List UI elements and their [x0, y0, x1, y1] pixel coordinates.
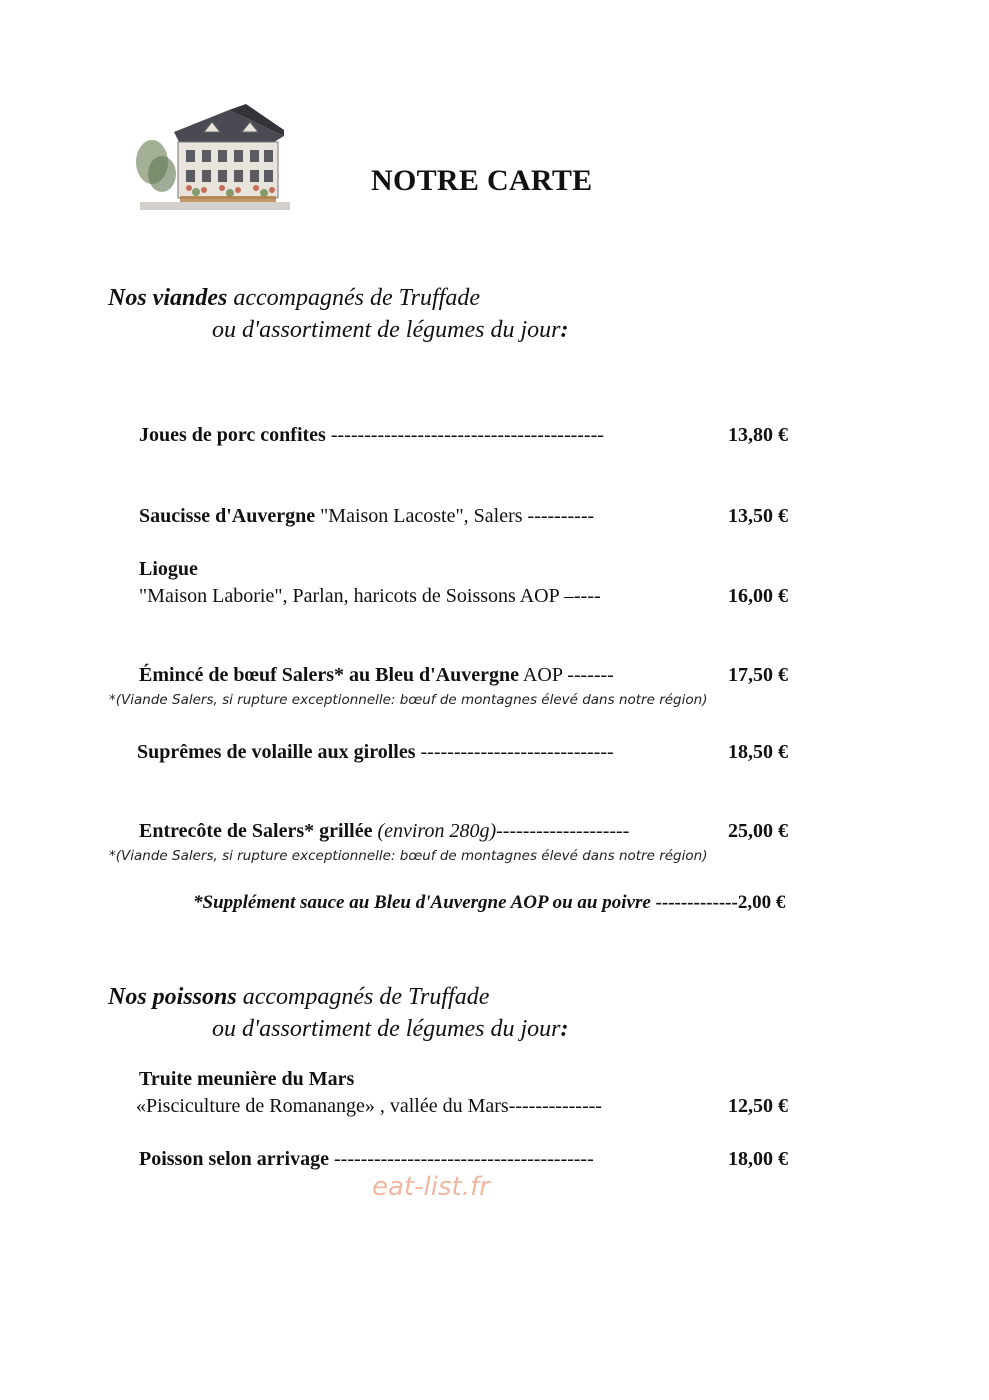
- item-name: Entrecôte de Salers* grillée: [139, 820, 373, 842]
- item-name: Émincé de bœuf Salers* au Bleu d'Auvergne: [139, 664, 520, 686]
- item-detail: (environ 280g): [372, 820, 497, 842]
- section-heading-viandes-line2: [212, 317, 568, 344]
- item-price: 18,50 €: [728, 741, 788, 763]
- item-name: Suprêmes de volaille aux girolles: [137, 741, 416, 763]
- item-dashes: -----------------------------: [415, 741, 614, 763]
- supplement-text: *Supplément sauce au Bleu d'Auvergne AOP ou au poivre: [193, 892, 651, 913]
- item-footnote: *(Viande Salers, si rupture exceptionnelle: bœuf de montagnes élevé dans notre région): [109, 692, 708, 708]
- item-dashes: ---------------------------------------: [329, 1148, 594, 1170]
- item-dashes: --------------: [508, 1095, 602, 1117]
- section-heading-bold: Nos viandes: [108, 285, 228, 311]
- section-heading-line2: ou d'assortiment de légumes du jour: [212, 1016, 561, 1042]
- item-price: 17,50 €: [728, 664, 788, 686]
- item-name: Saucisse d'Auvergne: [139, 505, 316, 527]
- section-heading-rest: accompagnés de Truffade: [236, 984, 490, 1010]
- menu-item-truite-detail: [136, 1095, 602, 1118]
- item-dashes: ----------: [522, 505, 595, 527]
- menu-item-truite: [139, 1068, 354, 1091]
- item-detail: "Maison Lacoste", Salers: [315, 505, 523, 527]
- section-heading-colon: :: [560, 317, 569, 343]
- item-price: 25,00 €: [728, 820, 788, 842]
- item-price: 13,80 €: [728, 424, 788, 446]
- menu-item-entrecote: [139, 820, 629, 843]
- item-name: Truite meunière du Mars: [139, 1068, 355, 1090]
- item-price: 13,50 €: [728, 505, 788, 527]
- supplement-dashes: -------------: [650, 892, 738, 913]
- item-price: 12,50 €: [728, 1095, 788, 1117]
- item-price: 18,00 €: [728, 1148, 788, 1170]
- item-detail: «Pisciculture de Romanange» , vallée du Mars: [136, 1095, 509, 1117]
- section-heading-poissons-line2: [212, 1016, 568, 1043]
- sauce-supplement: [193, 892, 785, 914]
- item-detail: AOP: [519, 664, 563, 686]
- page-title: NOTRE CARTE: [371, 164, 593, 197]
- section-heading-viandes: [108, 285, 480, 312]
- menu-item-supremes: [137, 741, 614, 764]
- item-dashes: -----------------------------------------: [325, 424, 604, 446]
- menu-item-joues: [139, 424, 604, 447]
- menu-item-emince: [139, 664, 614, 687]
- supplement-price: 2,00 €: [737, 892, 786, 913]
- item-detail: "Maison Laborie", Parlan, haricots de Soissons AOP: [139, 585, 559, 607]
- item-dashes: --------------------: [496, 820, 630, 842]
- section-heading-line2: ou d'assortiment de légumes du jour: [212, 317, 561, 343]
- item-dashes: -------: [562, 664, 614, 686]
- section-heading-poissons: [108, 984, 489, 1011]
- menu-item-poisson: [139, 1148, 594, 1171]
- restaurant-building-illustration: [134, 102, 294, 214]
- item-name: Liogue: [139, 558, 198, 580]
- menu-item-liogue: [139, 558, 198, 581]
- section-heading-bold: Nos poissons: [108, 984, 237, 1010]
- item-price: 16,00 €: [728, 585, 788, 607]
- menu-item-liogue-detail: [139, 585, 601, 608]
- item-name: Poisson selon arrivage: [139, 1148, 329, 1170]
- section-heading-colon: :: [560, 1016, 569, 1042]
- watermark: eat-list.fr: [372, 1172, 490, 1202]
- item-dashes: –----: [559, 585, 601, 607]
- section-heading-rest: accompagnés de Truffade: [227, 285, 480, 311]
- item-name: Joues de porc confites: [139, 424, 326, 446]
- item-footnote: *(Viande Salers, si rupture exceptionnelle: bœuf de montagnes élevé dans notre région): [109, 848, 708, 864]
- menu-item-saucisse: [139, 505, 594, 528]
